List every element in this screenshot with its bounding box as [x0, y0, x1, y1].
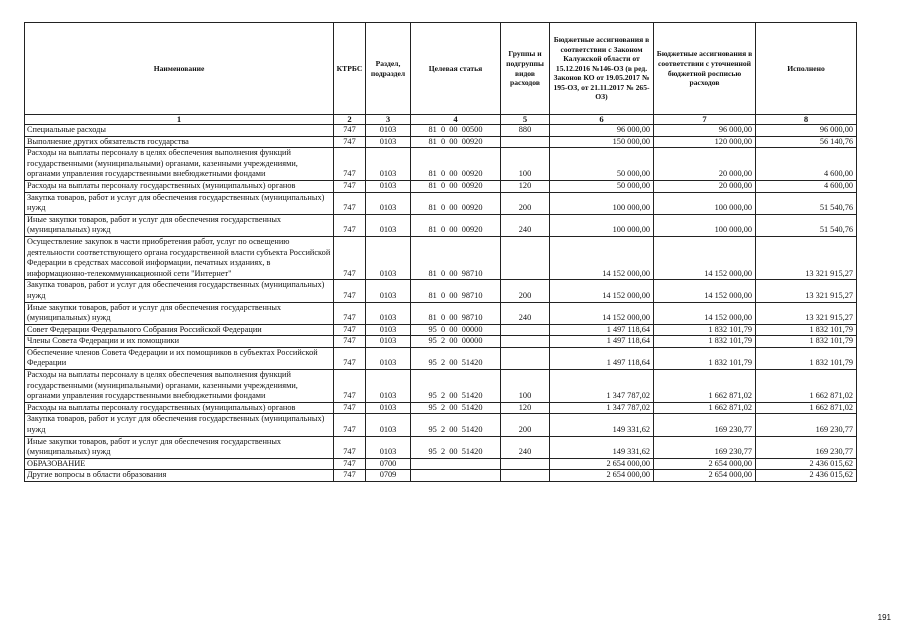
row-budget: 1 497 118,64	[550, 324, 654, 336]
row-ktrbs: 747	[334, 324, 366, 336]
row-group: 100	[501, 370, 550, 403]
row-ktrbs: 747	[334, 214, 366, 236]
row-target: 81 0 00 00920	[411, 192, 501, 214]
column-number: 2	[334, 115, 366, 125]
row-budget: 2 654 000,00	[550, 470, 654, 482]
row-ktrbs: 747	[334, 125, 366, 137]
row-target: 95 2 00 51420	[411, 414, 501, 436]
row-target: 81 0 00 00920	[411, 180, 501, 192]
row-refined: 100 000,00	[654, 192, 756, 214]
table-row	[25, 458, 857, 470]
table-row	[25, 370, 857, 403]
header-refined: Бюджетные ассигнования в соответствии с уточненной бюджетной росписью расходов	[654, 23, 756, 115]
row-group	[501, 347, 550, 369]
row-name: ОБРАЗОВАНИЕ	[25, 458, 334, 470]
row-section: 0103	[366, 148, 411, 181]
row-budget: 100 000,00	[550, 214, 654, 236]
row-budget: 50 000,00	[550, 148, 654, 181]
row-executed: 13 321 915,27	[756, 236, 857, 279]
row-target	[411, 470, 501, 482]
row-target: 95 0 00 00000	[411, 324, 501, 336]
table-row	[25, 402, 857, 414]
row-ktrbs: 747	[334, 280, 366, 302]
row-budget: 1 347 787,02	[550, 370, 654, 403]
row-ktrbs: 747	[334, 236, 366, 279]
row-name: Расходы на выплаты персоналу государственных (муниципальных) органов	[25, 402, 334, 414]
row-section: 0103	[366, 302, 411, 324]
row-group: 200	[501, 280, 550, 302]
row-name: Осуществление закупок в части приобретения работ, услуг по освещению деятельности соответствующего органа государственной власти субъекта Российской Федерации в средствах массовой информации, печатных изданиях, в информационно-телекоммуникационной сети "Интернет"	[25, 236, 334, 279]
row-ktrbs: 747	[334, 458, 366, 470]
row-refined: 1 832 101,79	[654, 336, 756, 348]
header-ktrbs: КТРБС	[334, 23, 366, 115]
row-name: Закупка товаров, работ и услуг для обеспечения государственных (муниципальных) нужд	[25, 414, 334, 436]
row-ktrbs: 747	[334, 414, 366, 436]
row-target: 81 0 00 00920	[411, 136, 501, 148]
row-refined: 14 152 000,00	[654, 280, 756, 302]
row-executed: 56 140,76	[756, 136, 857, 148]
row-target: 81 0 00 00500	[411, 125, 501, 137]
row-name: Обеспечение членов Совета Федерации и их помощников в субъектах Российской Федерации	[25, 347, 334, 369]
row-name: Закупка товаров, работ и услуг для обеспечения государственных (муниципальных) нужд	[25, 192, 334, 214]
row-ktrbs: 747	[334, 336, 366, 348]
row-budget: 96 000,00	[550, 125, 654, 137]
row-name: Закупка товаров, работ и услуг для обеспечения государственных (муниципальных) нужд	[25, 280, 334, 302]
row-executed: 4 600,00	[756, 148, 857, 181]
table-row	[25, 470, 857, 482]
row-refined: 20 000,00	[654, 148, 756, 181]
row-name: Иные закупки товаров, работ и услуг для обеспечения государственных (муниципальных) нужд	[25, 302, 334, 324]
row-section: 0103	[366, 336, 411, 348]
row-budget: 14 152 000,00	[550, 280, 654, 302]
row-group: 100	[501, 148, 550, 181]
row-group: 120	[501, 180, 550, 192]
column-number: 4	[411, 115, 501, 125]
header-row	[25, 23, 857, 115]
row-ktrbs: 747	[334, 302, 366, 324]
row-executed: 1 832 101,79	[756, 324, 857, 336]
row-section: 0103	[366, 402, 411, 414]
row-group: 240	[501, 214, 550, 236]
table-row	[25, 125, 857, 137]
column-number: 5	[501, 115, 550, 125]
row-section: 0103	[366, 136, 411, 148]
row-group: 200	[501, 414, 550, 436]
row-section: 0700	[366, 458, 411, 470]
row-ktrbs: 747	[334, 470, 366, 482]
row-section: 0103	[366, 324, 411, 336]
row-target: 95 2 00 00000	[411, 336, 501, 348]
column-number: 6	[550, 115, 654, 125]
table-row	[25, 280, 857, 302]
row-executed: 169 230,77	[756, 436, 857, 458]
row-target: 81 0 00 98710	[411, 280, 501, 302]
row-executed: 1 832 101,79	[756, 347, 857, 369]
row-refined: 1 832 101,79	[654, 347, 756, 369]
table-row	[25, 180, 857, 192]
header-budget: Бюджетные ассигнования в соответствии с Законом Калужской области от 15.12.2016 №146-ОЗ (в ред. Законов КО от 19.05.2017 № 195-ОЗ, от 21.11.2017 № 265-ОЗ)	[550, 23, 654, 115]
row-target: 81 0 00 00920	[411, 148, 501, 181]
row-group: 240	[501, 302, 550, 324]
row-group	[501, 336, 550, 348]
row-target	[411, 458, 501, 470]
row-refined: 14 152 000,00	[654, 236, 756, 279]
row-refined: 1 832 101,79	[654, 324, 756, 336]
row-target: 81 0 00 98710	[411, 302, 501, 324]
row-group	[501, 458, 550, 470]
row-section: 0103	[366, 370, 411, 403]
page-number: 191	[877, 613, 891, 622]
row-budget: 1 497 118,64	[550, 336, 654, 348]
column-number: 3	[366, 115, 411, 125]
row-section: 0103	[366, 192, 411, 214]
column-number: 1	[25, 115, 334, 125]
row-target: 95 2 00 51420	[411, 347, 501, 369]
row-executed: 169 230,77	[756, 414, 857, 436]
row-name: Расходы на выплаты персоналу в целях обеспечения выполнения функций государственными (муниципальными) органами, казенными учреждениями, органами управления государственными внебюджетными фондами	[25, 148, 334, 181]
budget-table	[24, 22, 857, 482]
column-number: 8	[756, 115, 857, 125]
row-group	[501, 324, 550, 336]
row-executed: 4 600,00	[756, 180, 857, 192]
row-refined: 1 662 871,02	[654, 370, 756, 403]
row-executed: 13 321 915,27	[756, 280, 857, 302]
row-budget: 2 654 000,00	[550, 458, 654, 470]
row-name: Иные закупки товаров, работ и услуг для обеспечения государственных (муниципальных) нужд	[25, 214, 334, 236]
row-name: Иные закупки товаров, работ и услуг для обеспечения государственных (муниципальных) нужд	[25, 436, 334, 458]
row-name: Выполнение других обязательств государства	[25, 136, 334, 148]
budget-report-sheet	[24, 22, 857, 482]
header-executed: Исполнено	[756, 23, 857, 115]
row-section: 0103	[366, 214, 411, 236]
row-refined: 169 230,77	[654, 436, 756, 458]
row-refined: 2 654 000,00	[654, 470, 756, 482]
row-ktrbs: 747	[334, 436, 366, 458]
row-name: Совет Федерации Федерального Собрания Российской Федерации	[25, 324, 334, 336]
row-section: 0103	[366, 125, 411, 137]
table-row	[25, 436, 857, 458]
row-refined: 20 000,00	[654, 180, 756, 192]
row-budget: 100 000,00	[550, 192, 654, 214]
row-executed: 13 321 915,27	[756, 302, 857, 324]
row-name: Другие вопросы в области образования	[25, 470, 334, 482]
row-budget: 50 000,00	[550, 180, 654, 192]
table-row	[25, 236, 857, 279]
row-executed: 1 662 871,02	[756, 402, 857, 414]
row-executed: 2 436 015,62	[756, 470, 857, 482]
row-name: Расходы на выплаты персоналу государственных (муниципальных) органов	[25, 180, 334, 192]
row-executed: 2 436 015,62	[756, 458, 857, 470]
row-refined: 169 230,77	[654, 414, 756, 436]
row-executed: 1 662 871,02	[756, 370, 857, 403]
column-number: 7	[654, 115, 756, 125]
row-budget: 1 497 118,64	[550, 347, 654, 369]
header-name: Наименование	[25, 23, 334, 115]
table-row	[25, 192, 857, 214]
table-row	[25, 414, 857, 436]
row-ktrbs: 747	[334, 192, 366, 214]
row-section: 0103	[366, 347, 411, 369]
row-ktrbs: 747	[334, 347, 366, 369]
table-row	[25, 148, 857, 181]
row-name: Расходы на выплаты персоналу в целях обеспечения выполнения функций государственными (муниципальными) органами, казенными учреждениями, органами управления государственными внебюджетными фондами	[25, 370, 334, 403]
row-target: 81 0 00 98710	[411, 236, 501, 279]
row-ktrbs: 747	[334, 402, 366, 414]
row-ktrbs: 747	[334, 370, 366, 403]
table-row	[25, 214, 857, 236]
row-name: Члены Совета Федерации и их помощники	[25, 336, 334, 348]
table-row	[25, 302, 857, 324]
row-refined: 14 152 000,00	[654, 302, 756, 324]
row-ktrbs: 747	[334, 148, 366, 181]
row-budget: 149 331,62	[550, 436, 654, 458]
table-row	[25, 136, 857, 148]
row-target: 95 2 00 51420	[411, 370, 501, 403]
row-group	[501, 136, 550, 148]
row-section: 0103	[366, 414, 411, 436]
row-group: 880	[501, 125, 550, 137]
row-ktrbs: 747	[334, 136, 366, 148]
header-section: Раздел, подраздел	[366, 23, 411, 115]
row-group	[501, 470, 550, 482]
row-refined: 96 000,00	[654, 125, 756, 137]
row-group: 120	[501, 402, 550, 414]
row-group	[501, 236, 550, 279]
row-executed: 51 540,76	[756, 192, 857, 214]
row-budget: 14 152 000,00	[550, 236, 654, 279]
row-group: 200	[501, 192, 550, 214]
row-executed: 96 000,00	[756, 125, 857, 137]
row-executed: 51 540,76	[756, 214, 857, 236]
row-refined: 2 654 000,00	[654, 458, 756, 470]
table-row	[25, 347, 857, 369]
row-executed: 1 832 101,79	[756, 336, 857, 348]
table-row	[25, 336, 857, 348]
row-section: 0103	[366, 180, 411, 192]
row-section: 0103	[366, 280, 411, 302]
row-target: 95 2 00 51420	[411, 436, 501, 458]
row-refined: 1 662 871,02	[654, 402, 756, 414]
row-target: 95 2 00 51420	[411, 402, 501, 414]
row-budget: 150 000,00	[550, 136, 654, 148]
row-budget: 14 152 000,00	[550, 302, 654, 324]
row-section: 0103	[366, 236, 411, 279]
row-ktrbs: 747	[334, 180, 366, 192]
row-section: 0103	[366, 436, 411, 458]
row-budget: 1 347 787,02	[550, 402, 654, 414]
row-budget: 149 331,62	[550, 414, 654, 436]
header-groups: Группы и подгруппы видов расходов	[501, 23, 550, 115]
column-number-row	[25, 115, 857, 125]
table-body	[25, 115, 857, 482]
row-name: Специальные расходы	[25, 125, 334, 137]
row-group: 240	[501, 436, 550, 458]
row-target: 81 0 00 00920	[411, 214, 501, 236]
header-target: Целевая статья	[411, 23, 501, 115]
row-section: 0709	[366, 470, 411, 482]
row-refined: 120 000,00	[654, 136, 756, 148]
row-refined: 100 000,00	[654, 214, 756, 236]
table-row	[25, 324, 857, 336]
